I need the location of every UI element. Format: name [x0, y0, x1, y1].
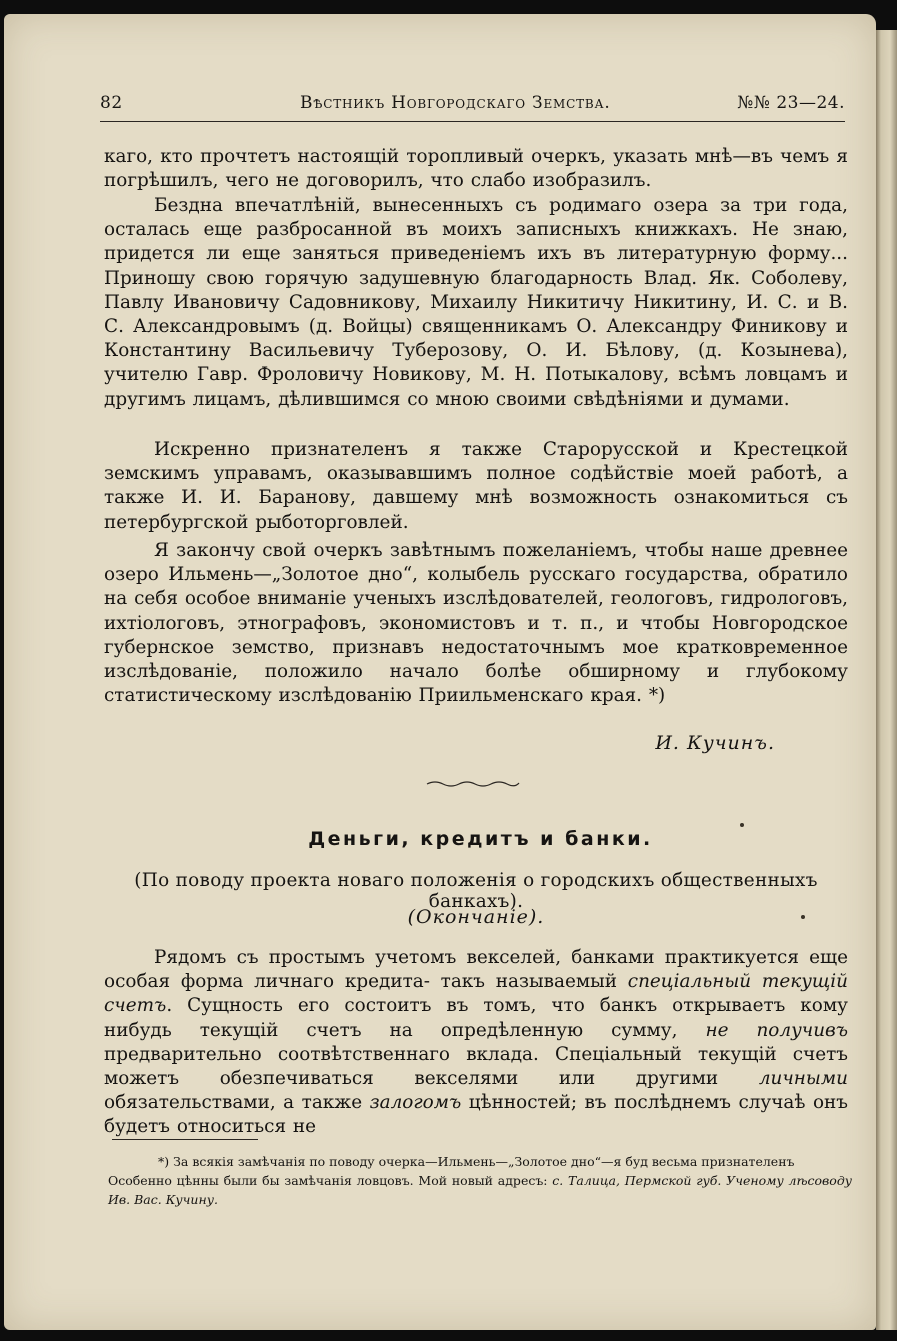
- book-gutter: [876, 30, 897, 1330]
- section-divider-ornament: [425, 778, 521, 788]
- ink-spot: [740, 823, 744, 827]
- footnote-address: с. Талица, Пермской губ. Ученому лѣсоводу Ив. Вас. Кучину.: [108, 1173, 853, 1207]
- ink-spot: [801, 915, 805, 919]
- journal-title: Вѣстникъ Новгородскаго Земства.: [300, 93, 611, 113]
- article-title: Деньги, кредитъ и банки.: [308, 828, 653, 850]
- author-signature: И. Кучинъ.: [655, 732, 775, 754]
- article-subtitle: (По поводу проекта новаго положенія о городскихъ общественныхъ банкахъ).: [134, 870, 818, 912]
- footnote-line-1: *) За всякія замѣчанія по поводу очерка—Ильмень—„Золотое дно“—я буд весьма признателенъ: [158, 1154, 795, 1169]
- issue-number: №№ 23—24.: [737, 93, 845, 113]
- text-run: предварительно соотвѣтственнаго вклада. Спеціальный текущій счетъ можетъ обезпечиваться векселями или другими: [104, 1043, 848, 1090]
- article1-paragraph-4: Я закончу свой очеркъ завѣтнымъ пожеланіемъ, чтобы наше древнее озеро Ильмень—„Золотое дно“, колыбель русскаго государства, обратило на себя особое вниманіе ученыхъ изслѣдователей, геологовъ, гидрологовъ, ихтіологовъ, этнографовъ, экономистовъ и т. п., и чтобы Новгородское губернское земство, признавъ недостаточнымъ мое кратковременное изслѣдованіе, положило начало болѣе обширному и глубокому статистическому изслѣдованію Приильменскаго края. *): [104, 540, 848, 707]
- article2-paragraph-1: [104, 946, 848, 1140]
- emphasis-term: залогомъ: [369, 1092, 462, 1114]
- page-header: [100, 93, 845, 122]
- article1-paragraph-2: Бездна впечатлѣній, вынесенныхъ съ родимаго озера за три года, осталась еще разбросанной въ моихъ записныхъ книжкахъ. Не знаю, придется ли еще заняться приведеніемъ ихъ въ литературную форму... Приношу свою горячую задушевную благодарность Влад. Як. Соболеву, Павлу Ивановичу Садовникову, Михаилу Никитичу Никитину, И. С. и В. С. Александровымъ (д. Войцы) священникамъ О. Александру Финикову и Константину Васильевичу Туберозову, О. И. Бѣлову, (д. Козынева), учителю Гавр. Фроловичу Новикову, М. Н. Потыкалову, всѣмъ ловцамъ и другимъ лицамъ, дѣлившимся со мною своими свѣдѣніями и думами.: [104, 195, 848, 410]
- footnote-rule: [112, 1139, 258, 1140]
- text-run: обязательствами, а также: [104, 1092, 370, 1114]
- article1-paragraph-3: Искренно признателенъ я также Старорусской и Крестецкой земскимъ управамъ, оказывавшимъ полное содѣйствіе моей работѣ, а также И. И. Баранову, давшему мнѣ возможность ознакомиться съ петербургской рыботорговлей.: [104, 439, 848, 533]
- text-run: . Сущность его состоитъ въ томъ, что банкъ открываетъ кому нибудь текущій счетъ на опредѣленную сумму,: [104, 995, 848, 1041]
- continuation-note: (Окончаніе).: [407, 906, 545, 928]
- text-run: Рядомъ съ простымъ учетомъ векселей, банками практикуется еще особая форма личнаго кредита- такъ называемый: [104, 947, 848, 993]
- text-run: цѣнностей; въ послѣднемъ случаѣ онъ будетъ относиться не: [104, 1092, 848, 1138]
- emphasis-term: спеціальный текущій счетъ: [104, 971, 848, 1017]
- emphasis-term: не получивъ: [705, 1019, 848, 1041]
- article1-paragraph-1: каго, кто прочтетъ настоящій торопливый очеркъ, указать мнѣ—въ чемъ я погрѣшилъ, чего не договорилъ, что слабо изобразилъ.: [104, 146, 848, 192]
- page-number: 82: [100, 93, 123, 113]
- footnote: [108, 1152, 852, 1209]
- footnote-line-2: [108, 1171, 852, 1209]
- emphasis-term: личными: [758, 1068, 848, 1090]
- text-run: Особенно цѣнны были бы замѣчанія ловцовъ. Мой новый адресъ:: [108, 1173, 553, 1188]
